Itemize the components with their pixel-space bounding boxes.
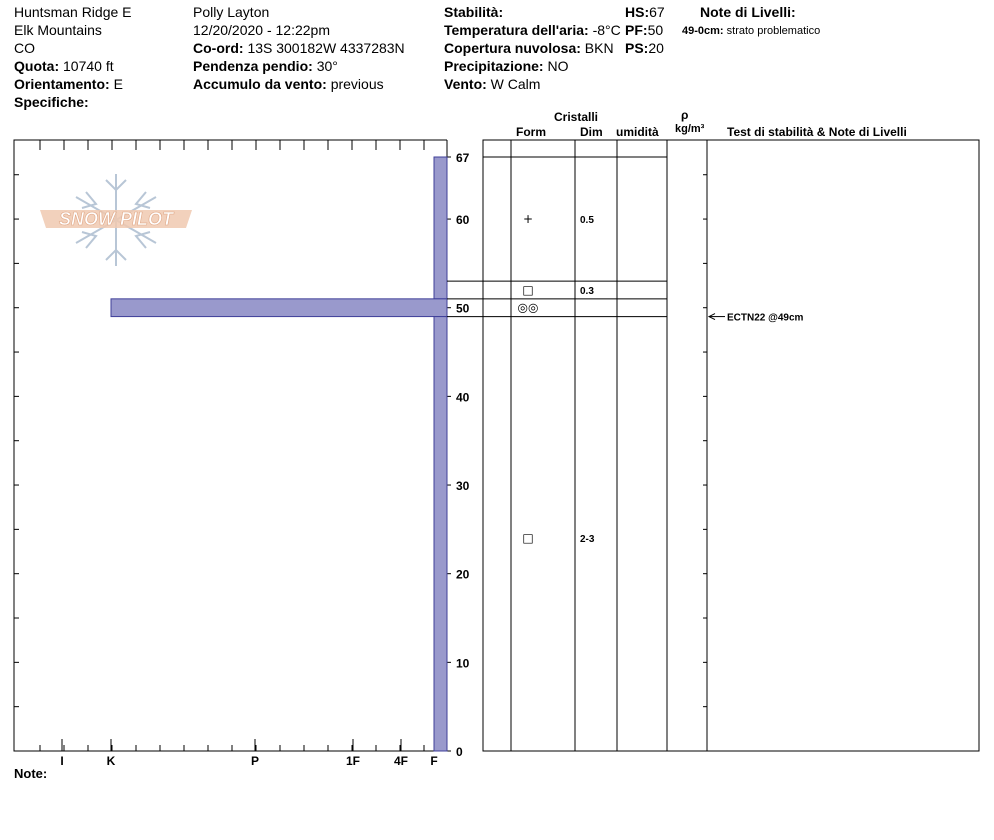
grain-form-symbol: ◎◎	[517, 300, 539, 315]
depth-tick-label: 30	[456, 479, 470, 494]
location-name: Huntsman Ridge E	[14, 4, 132, 20]
hardness-label-f: F	[430, 754, 438, 768]
layer-note-text: strato problematico	[726, 25, 821, 37]
observer-name: Polly Layton	[193, 4, 270, 20]
hardness-label-1f: 1F	[345, 754, 361, 768]
slope-label: Pendenza pendio:	[193, 58, 313, 74]
svg-text:SNOW PILOT: SNOW PILOT	[59, 209, 173, 229]
aspect-label: Orientamento:	[14, 76, 110, 92]
specifics-label: Specifiche:	[14, 94, 89, 110]
layer-note-depth: 49-0cm:	[682, 25, 724, 37]
depth-tick-label: 20	[456, 567, 470, 582]
ps-value: 20	[648, 40, 664, 56]
sky-label: Copertura nuvolosa:	[444, 40, 581, 56]
ps-label: PS:	[625, 40, 649, 56]
air-temp-label: Temperatura dell'aria:	[444, 22, 589, 38]
depth-tick-label: 40	[456, 390, 470, 405]
hardness-bar	[434, 157, 447, 299]
hardness-bar	[111, 299, 447, 317]
grain-form-symbol: □	[522, 282, 534, 297]
elevation-label: Quota:	[14, 58, 60, 74]
layer-notes-title: Note di Livelli:	[700, 4, 796, 20]
sky-value: BKN	[584, 40, 614, 56]
form-header: Form	[516, 125, 546, 139]
elevation-value: 10740 ft	[63, 58, 114, 74]
profile-frame	[14, 140, 447, 751]
depth-tick-label: 10	[456, 656, 470, 671]
moisture-header: umidità	[616, 125, 659, 139]
air-temp-value: -8°C	[592, 22, 621, 38]
slope-value: 30°	[316, 58, 338, 74]
pf-value: 50	[647, 22, 664, 38]
depth-tick-label: 60	[456, 213, 470, 228]
aspect-value: E	[113, 76, 123, 92]
hardness-bar	[434, 317, 447, 751]
stability-label: Stabilità:	[444, 4, 504, 20]
grain-size-label: 0.3	[580, 285, 594, 297]
grain-size-label: 0.5	[580, 215, 594, 227]
state: CO	[14, 40, 35, 56]
hardness-label-4f: 4F	[393, 754, 409, 768]
coords-value: 13S 300182W 4337283N	[247, 40, 405, 56]
precip-label: Precipitazione:	[444, 58, 544, 74]
grain-form-symbol: □	[522, 531, 534, 546]
mountain-range: Elk Mountains	[14, 22, 102, 38]
hardness-label-p: P	[250, 754, 260, 768]
density-unit: kg/m³	[675, 123, 705, 135]
observation-datetime: 12/20/2020 - 12:22pm	[193, 22, 330, 38]
layer-table-frame	[483, 140, 979, 751]
pf-label: PF:	[625, 22, 648, 38]
wind-loading-label: Accumulo da vento:	[193, 76, 327, 92]
grain-form-symbol: +	[522, 212, 534, 227]
hardness-label-k: K	[106, 754, 116, 768]
wind-label: Vento:	[444, 76, 487, 92]
hs-value: 67	[649, 4, 665, 20]
depth-tick-label: 0	[456, 745, 463, 759]
tests-header: Test di stabilità & Note di Livelli	[727, 125, 907, 139]
depth-tick-label: 67	[456, 151, 470, 165]
depth-tick-label: 50	[456, 301, 470, 316]
hs-label: HS:	[625, 4, 650, 20]
hardness-label-i: I	[60, 754, 64, 768]
size-header: Dim	[580, 125, 603, 139]
grain-size-label: 2-3	[580, 534, 595, 546]
notes-label: Note:	[14, 766, 48, 781]
coords-label: Co-ord:	[193, 40, 244, 56]
crystals-header: Cristalli	[554, 110, 599, 124]
wind-value: W Calm	[490, 76, 541, 92]
wind-loading-value: previous	[330, 76, 384, 92]
precip-value: NO	[547, 58, 569, 74]
stability-test-label: ECTN22 @49cm	[727, 312, 804, 324]
rho-header: ρ	[681, 108, 689, 122]
